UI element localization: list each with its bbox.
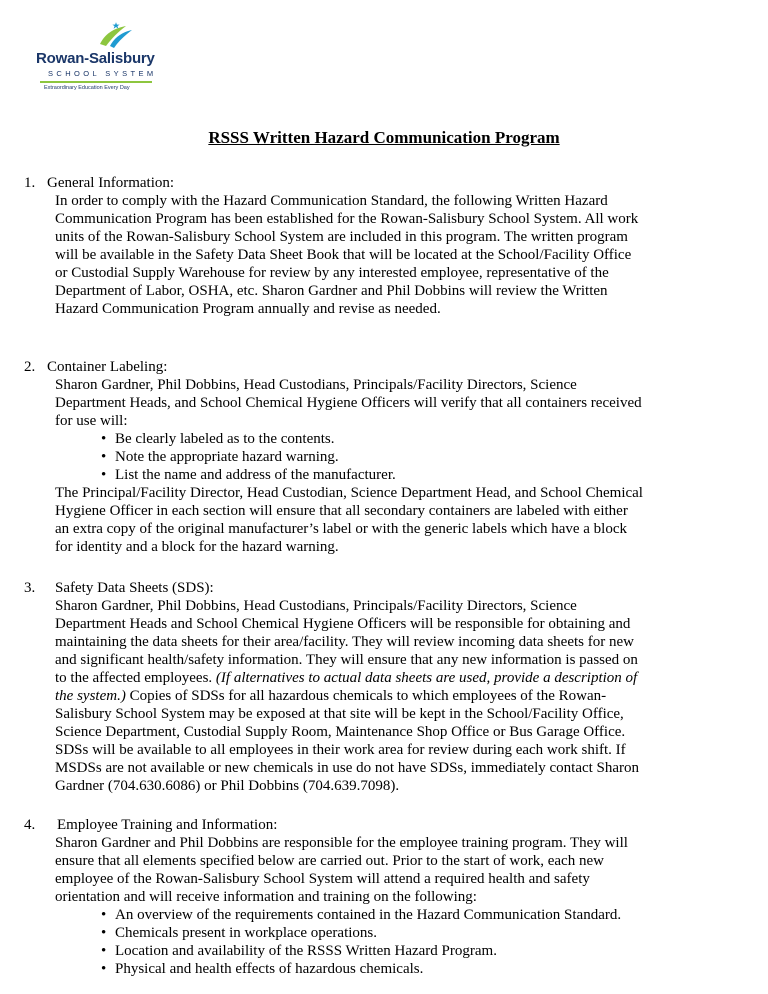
list-item: • An overview of the requirements contained in the Hazard Communication Standard. xyxy=(115,906,645,924)
section-number: 1. xyxy=(24,175,36,191)
document-title: RSSS Written Hazard Communication Program xyxy=(208,128,560,147)
section-general-information xyxy=(24,174,685,318)
logo-divider xyxy=(40,81,152,83)
italic-note: (If alternatives to actual data sheets are used, provide a description of the system.) xyxy=(55,670,638,704)
section-heading: General Information: xyxy=(47,175,175,191)
list-item: • List the name and address of the manufacturer. xyxy=(115,466,685,484)
section-number: 2. xyxy=(24,359,36,375)
leaf-star-icon xyxy=(96,22,136,50)
section-heading: Employee Training and Information: xyxy=(57,817,278,833)
body-text: Copies of SDSs for all hazardous chemicals to which employees of the Rowan-Salisbury School System may be exposed at that site will be kept in the School/Facility Office, Science Department, Custodial Supply Room, Maintenance Shop Office or Bus Garage Office. SDSs will be available to all employees in their work area for review during each work shift. If MSDSs are not available or new chemicals in use do not have SDSs, immediately contact Sharon Gardner (704.630.6086) or Phil Dobbins (704.639.7098). xyxy=(55,688,640,794)
bullet-list xyxy=(55,906,645,978)
section-container-labeling xyxy=(24,358,685,556)
section-employee-training xyxy=(24,816,685,978)
section-outro: The Principal/Facility Director, Head Custodian, Science Department Head, and School Chemical Hygiene Officer in each section will ensure that all secondary containers are labeled with either an extra copy of the original manufacturer’s label or with the generic labels which have a block for identity and a block for the hazard warning. xyxy=(55,485,643,555)
list-item: • Note the appropriate hazard warning. xyxy=(115,448,685,466)
body-text: Sharon Gardner, Phil Dobbins, Head Custodians, Principals/Facility Directors, Science Department Heads and School Chemical Hygiene Officers will be responsible for obtaining and maintaining the data sheets for their area/facility. They will review incoming data sheets for new and significant health/safety information. They will ensure that any new information is passed on to the affected employees. xyxy=(55,598,638,686)
section-body xyxy=(55,597,647,795)
section-heading: Safety Data Sheets (SDS): xyxy=(55,580,214,596)
school-logo xyxy=(26,22,186,102)
list-item: • Physical and health effects of hazardous chemicals. xyxy=(115,960,645,978)
section-safety-data-sheets xyxy=(24,579,685,795)
section-number: 3. xyxy=(24,580,36,596)
section-body: In order to comply with the Hazard Communication Standard, the following Written Hazard Communication Program has been established for the Rowan-Salisbury School System. All work units of the Rowan-Salisbury School System are included in this program. The written program will be available in the Safety Data Sheet Book that will be located at the School/Facility Office or Custodial Supply Warehouse for review by any interested employee, representative of the Department of Labor, OSHA, etc. Sharon Gardner and Phil Dobbins will review the Written Hazard Communication Program annually and revise as needed. xyxy=(55,193,639,317)
section-heading: Container Labeling: xyxy=(47,359,168,375)
list-item: • Be clearly labeled as to the contents. xyxy=(115,430,685,448)
logo-subtitle: SCHOOL SYSTEM xyxy=(48,69,157,78)
section-intro: Sharon Gardner and Phil Dobbins are responsible for the employee training program. They will ensure that all elements specified below are carried out. Prior to the start of work, each new employee of the Rowan-Salisbury School System will attend a required health and safety orientation and will receive information and training on the following: xyxy=(55,835,628,905)
logo-name: Rowan-Salisbury xyxy=(36,50,155,67)
list-item: • Chemicals present in workplace operations. xyxy=(115,924,645,942)
section-intro: Sharon Gardner, Phil Dobbins, Head Custodians, Principals/Facility Directors, Science Department Heads, and School Chemical Hygiene Officers will verify that all containers received for use will: xyxy=(55,377,642,429)
logo-tagline: Extraordinary Education Every Day xyxy=(44,85,130,91)
list-item: • Location and availability of the RSSS Written Hazard Program. xyxy=(115,942,645,960)
bullet-list xyxy=(55,430,685,484)
section-number: 4. xyxy=(24,817,36,833)
